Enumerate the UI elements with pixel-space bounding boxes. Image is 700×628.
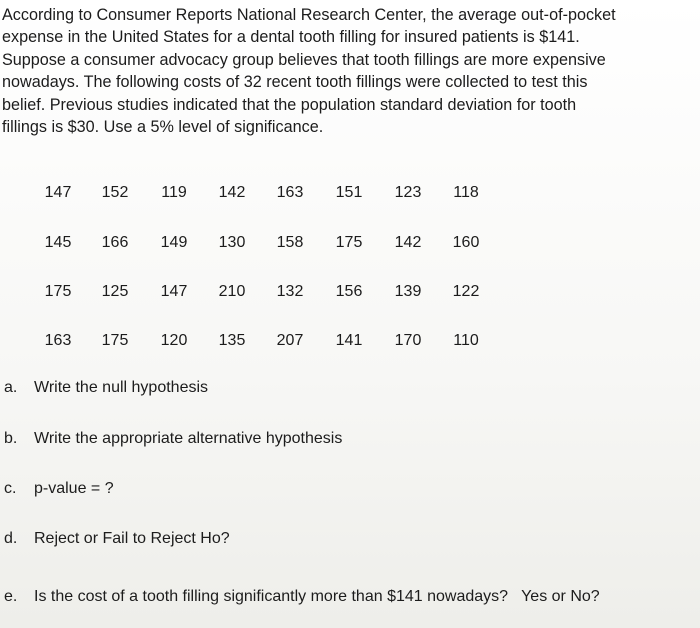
data-cell: 147 <box>44 184 72 201</box>
data-cell: 110 <box>453 332 479 349</box>
data-cell: 175 <box>101 332 129 349</box>
data-cell: 147 <box>160 283 188 300</box>
problem-line: According to Consumer Reports National Research Center, the average out-of-pocket <box>2 6 616 24</box>
problem-line: nowadays. The following costs of 32 recent tooth fillings were collected to test this <box>2 73 588 92</box>
question-letter: e. <box>4 588 18 605</box>
data-cell: 141 <box>335 332 363 349</box>
data-row <box>38 232 518 254</box>
question-text: Write the null hypothesis <box>34 379 209 396</box>
question-text: Is the cost of a tooth filling significantly more than $141 nowadays? Yes or No? <box>34 588 600 605</box>
question-text: p-value = ? <box>34 480 114 497</box>
data-row <box>38 330 518 352</box>
data-cell: 130 <box>218 234 246 251</box>
data-cell: 118 <box>453 184 479 201</box>
data-cell: 139 <box>394 283 422 300</box>
question-letter: b. <box>4 430 18 447</box>
question-letter: c. <box>4 480 17 497</box>
data-cell: 210 <box>218 283 246 300</box>
data-cell: 135 <box>218 332 246 349</box>
question-text: Reject or Fail to Reject Ho? <box>34 530 230 547</box>
data-cell: 163 <box>276 184 304 201</box>
data-cell: 119 <box>161 184 187 201</box>
data-row <box>38 281 518 303</box>
question-e <box>4 586 600 608</box>
data-cell: 170 <box>394 332 422 349</box>
problem-line: fillings is $30. Use a 5% level of significance. <box>2 118 324 137</box>
problem-line: belief. Previous studies indicated that the population standard deviation for tooth <box>2 95 577 114</box>
question-text: Write the appropriate alternative hypothesis <box>34 430 343 447</box>
data-cell: 175 <box>335 234 363 251</box>
data-cell: 207 <box>276 332 304 349</box>
data-cell: 166 <box>101 234 129 251</box>
question-letter: d. <box>4 530 18 547</box>
data-row <box>38 182 518 204</box>
data-cell: 142 <box>218 184 246 201</box>
data-cell: 160 <box>452 234 480 251</box>
data-cell: 120 <box>160 332 188 349</box>
question-letter: a. <box>4 379 18 396</box>
problem-line: expense in the United States for a dental tooth filling for insured patients is $141. <box>2 28 580 47</box>
question-d <box>4 528 230 550</box>
data-cell: 149 <box>160 234 188 251</box>
data-cell: 132 <box>276 283 304 300</box>
data-cell: 122 <box>452 283 480 300</box>
data-cell: 123 <box>394 184 422 201</box>
question-a <box>4 377 208 399</box>
question-b <box>4 428 342 450</box>
problem-line: Suppose a consumer advocacy group believes that tooth fillings are more expensive <box>2 50 606 69</box>
data-cell: 151 <box>335 184 363 201</box>
problem-statement <box>2 4 692 138</box>
data-cell: 145 <box>44 234 72 251</box>
data-cell: 125 <box>101 283 129 300</box>
data-cell: 158 <box>276 234 304 251</box>
data-cell: 175 <box>44 283 72 300</box>
data-cell: 142 <box>394 234 422 251</box>
question-c <box>4 478 114 500</box>
data-cell: 152 <box>101 184 129 201</box>
data-cell: 163 <box>44 332 72 349</box>
data-cell: 156 <box>335 283 363 300</box>
